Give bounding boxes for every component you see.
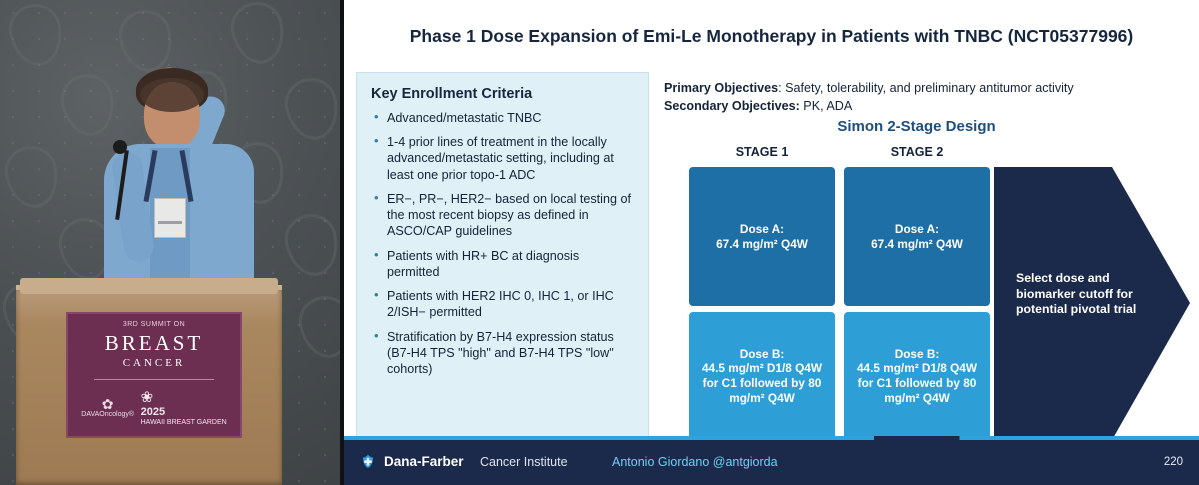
slide-page-number: 220 bbox=[1163, 456, 1183, 468]
key-enrollment-criteria-box bbox=[356, 72, 649, 442]
stage-2-dose-b-text: 44.5 mg/m² D1/8 Q4W for C1 followed by 80 mg/m² Q4W bbox=[857, 361, 977, 405]
conference-badge bbox=[154, 198, 186, 238]
stage-1-dose-a-text: 67.4 mg/m² Q4W bbox=[716, 236, 808, 251]
event-year: 2025 bbox=[140, 406, 166, 419]
secondary-objectives-text: PK, ADA bbox=[799, 99, 853, 114]
podium-event-sign bbox=[66, 312, 242, 438]
presenter-handle: Antonio Giordano @antgiorda bbox=[612, 455, 778, 469]
outcome-arrow bbox=[994, 167, 1190, 440]
stage-1-dose-b-box bbox=[689, 312, 835, 440]
stage-2-label: STAGE 2 bbox=[890, 145, 944, 159]
study-objectives bbox=[664, 80, 1184, 116]
stage-2-dose-b-box bbox=[844, 312, 990, 440]
stage-2-dose-a-title: Dose A: bbox=[894, 221, 940, 236]
stage-1-dose-b-text: 44.5 mg/m² D1/8 Q4W for C1 followed by 80 mg/m² Q4W bbox=[702, 361, 822, 405]
hawaii-breast-garden-logo bbox=[141, 389, 227, 427]
podium-sign-title: BREAST bbox=[104, 331, 204, 355]
podium-sign-subtitle: CANCER bbox=[122, 357, 186, 369]
criteria-heading: Key Enrollment Criteria bbox=[371, 86, 533, 102]
presentation-slide[interactable] bbox=[344, 0, 1199, 485]
list-item: • Advanced/metastatic TNBC bbox=[387, 110, 634, 126]
stage-1-dose-a-box bbox=[689, 167, 835, 306]
podium-top-edge bbox=[20, 278, 278, 294]
podium bbox=[16, 285, 282, 485]
dava-oncology-logo bbox=[81, 397, 134, 419]
primary-objectives-line bbox=[664, 80, 1184, 96]
speaker-video-panel[interactable] bbox=[0, 0, 340, 485]
list-item: • Patients with HER2 IHC 0, IHC 1, or IHC 2/ISH− permitted bbox=[387, 288, 634, 320]
podium-sign-divider bbox=[94, 379, 214, 380]
dana-farber-institute: Cancer Institute bbox=[480, 455, 568, 469]
primary-objectives-text: : Safety, tolerability, and preliminary antitumor activity bbox=[778, 81, 1074, 95]
stage-2-dose-a-text: 67.4 mg/m² Q4W bbox=[871, 236, 963, 251]
stage-2-dose-b-title: Dose B: bbox=[894, 346, 940, 361]
dana-farber-brand: Dana-Farber bbox=[384, 454, 464, 469]
speaker-hair-front bbox=[140, 78, 204, 112]
slide-title: Phase 1 Dose Expansion of Emi-Le Monotherapy in Patients with TNBC (NCT05377996) bbox=[409, 26, 1134, 46]
dana-farber-logo-icon bbox=[358, 453, 378, 473]
slide-footer bbox=[344, 440, 1199, 485]
simon-2-stage-design-title: Simon 2-Stage Design bbox=[837, 118, 996, 135]
list-item: • Stratification by B7-H4 expression status (B7-H4 TPS "high" and B7-H4 TPS "low" cohorts) bbox=[387, 329, 634, 378]
event-location-label: HAWAII BREAST GARDEN bbox=[140, 418, 227, 426]
stage-1-label: STAGE 1 bbox=[735, 145, 789, 159]
stage-2-dose-a-box bbox=[844, 167, 990, 306]
arrow-text: Select dose and biomarker cutoff for potential pivotal trial bbox=[1016, 271, 1137, 317]
podium-sign-supertitle: 3RD SUMMIT ON bbox=[122, 321, 186, 328]
criteria-list bbox=[357, 110, 648, 377]
stage-1-dose-b-title: Dose B: bbox=[739, 346, 785, 361]
dava-oncology-label: DAVAOncology® bbox=[81, 410, 135, 418]
secondary-objectives-label: Secondary Objectives: bbox=[664, 99, 800, 114]
footer-accent-bar bbox=[344, 436, 1199, 440]
leaf-icon: ✿ bbox=[101, 395, 114, 412]
stage-1-dose-a-title: Dose A: bbox=[739, 221, 785, 236]
list-item: • Patients with HR+ BC at diagnosis permitted bbox=[387, 248, 634, 280]
list-item: • 1-4 prior lines of treatment in the locally advanced/metastatic setting, including at least one prior topo-1 ADC bbox=[387, 134, 634, 183]
list-item: • ER−, PR−, HER2− based on local testing of the most recent biopsy as defined in ASCO/CAP guidelines bbox=[387, 191, 634, 240]
primary-objectives-label: Primary Objectives bbox=[664, 81, 779, 95]
flower-icon: ❀ bbox=[140, 389, 154, 406]
podium-sign-logos bbox=[68, 389, 240, 427]
secondary-objectives-line bbox=[664, 98, 1184, 114]
